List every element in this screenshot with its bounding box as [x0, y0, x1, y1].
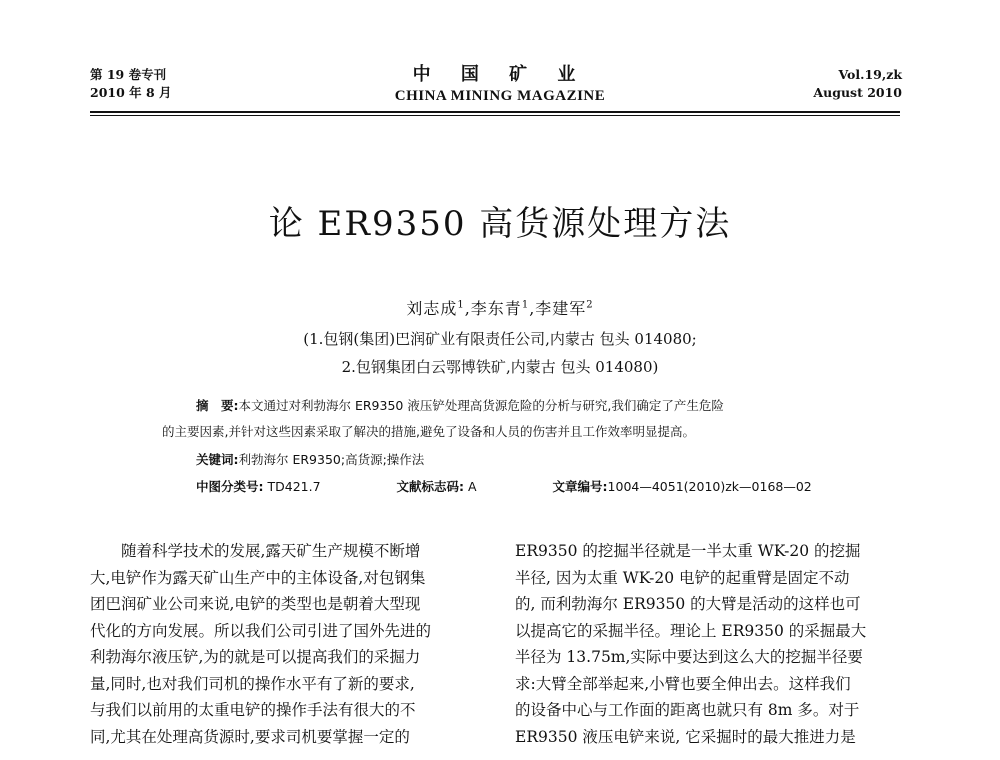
body-line: ER9350 液压电铲来说, 它采掘时的最大推进力是: [515, 727, 856, 746]
doc-code-label: 文献标志码:: [396, 479, 465, 494]
author-name: 李东青: [470, 299, 522, 318]
affiliation-2: 2.包钢集团白云鄂博铁矿,内蒙古 包头 014080): [341, 358, 659, 376]
body-line: ER9350 的挖掘半径就是一半太重 WK-20 的挖掘: [515, 542, 861, 560]
body-line: 团巴润矿业公司来说,电铲的类型也是朝着大型现: [90, 595, 421, 613]
body-line: 以提高它的采掘半径。理论上 ER9350 的采掘最大: [515, 621, 867, 640]
classification-line: [196, 478, 896, 496]
body-line: 利勃海尔液压铲,为的就是可以提高我们的采掘力: [90, 648, 421, 666]
body-line: 随着科学技术的发展,露天矿生产规模不断增: [121, 542, 421, 560]
body-line: 大,电铲作为露天矿山生产中的主体设备,对包钢集: [90, 568, 426, 587]
abstract-text-line2: 的主要因素,并针对这些因素采取了解决的措施,避免了设备和人员的伤害并且工作效率明显提高。: [162, 424, 695, 439]
clc-value: TD421.7: [267, 479, 321, 494]
body-line: 的, 而利勃海尔 ER9350 的大臂是活动的这样也可: [515, 595, 861, 613]
keywords-value: 利勃海尔 ER9350;高货源;操作法: [238, 452, 425, 467]
body-line: 与我们以前用的太重电铲的操作手法有很大的不: [90, 701, 416, 719]
keywords: [196, 451, 424, 469]
issue-date: 2010 年 8 月: [90, 85, 172, 100]
article-id-value: 1004—4051(2010)zk—0168—02: [607, 479, 812, 494]
body-line: 的设备中心与工作面的距离也就只有 8m 多。对于: [515, 701, 860, 719]
clc-label: 中图分类号:: [196, 479, 264, 494]
abstract-text-line1: 本文通过对利勃海尔 ER9350 液压铲处理高货源危险的分析与研究,我们确定了产生危险: [238, 398, 724, 413]
author-name: 刘志成: [406, 299, 458, 318]
issue-info-en: [813, 66, 902, 102]
author-name: 李建军: [535, 299, 587, 318]
paper-title: 论 ER9350 高货源处理方法: [268, 204, 732, 244]
author-affiliation-mark: 2: [586, 299, 594, 311]
header-rule-thick: [90, 111, 900, 113]
body-line: 半径, 因为太重 WK-20 电铲的起重臂是固定不动: [515, 568, 850, 587]
body-line: 代化的方向发展。所以我们公司引进了国外先进的: [90, 621, 432, 640]
author-affiliation-mark: 1: [457, 299, 465, 311]
doc-code-value: A: [468, 479, 477, 494]
body-column-left: [90, 538, 484, 750]
abstract-label: 摘 要:: [196, 398, 239, 413]
header-rule-thin: [90, 115, 900, 116]
body-column-right: [515, 538, 909, 750]
issue-date-en: August 2010: [813, 85, 902, 100]
body-line: 求:大臂全部举起来,小臂也要全伸出去。这样我们: [515, 674, 851, 693]
body-line: 同,尤其在处理高货源时,要求司机要掌握一定的: [90, 727, 410, 746]
author-separator: ,: [464, 299, 471, 318]
issue-volume-en: Vol.19,zk: [838, 67, 902, 82]
author-separator: ,: [529, 299, 536, 318]
issue-volume: 第 19 卷专刊: [90, 67, 167, 82]
abstract: [196, 397, 836, 415]
journal-name-en: CHINA MINING MAGAZINE: [394, 88, 606, 104]
article-id-label: 文章编号:: [552, 479, 608, 494]
author-list: [0, 296, 1000, 319]
body-line: 量,同时,也对我们司机的操作水平有了新的要求,: [90, 674, 415, 693]
affiliation-1: (1.包钢(集团)巴润矿业有限责任公司,内蒙古 包头 014080;: [303, 330, 697, 348]
keywords-label: 关键词:: [196, 452, 239, 467]
journal-name-cn: 中 国 矿 业: [412, 64, 588, 85]
author-affiliation-mark: 1: [521, 299, 530, 311]
body-line: 半径为 13.75m,实际中要达到这么大的挖掘半径要: [515, 648, 863, 666]
